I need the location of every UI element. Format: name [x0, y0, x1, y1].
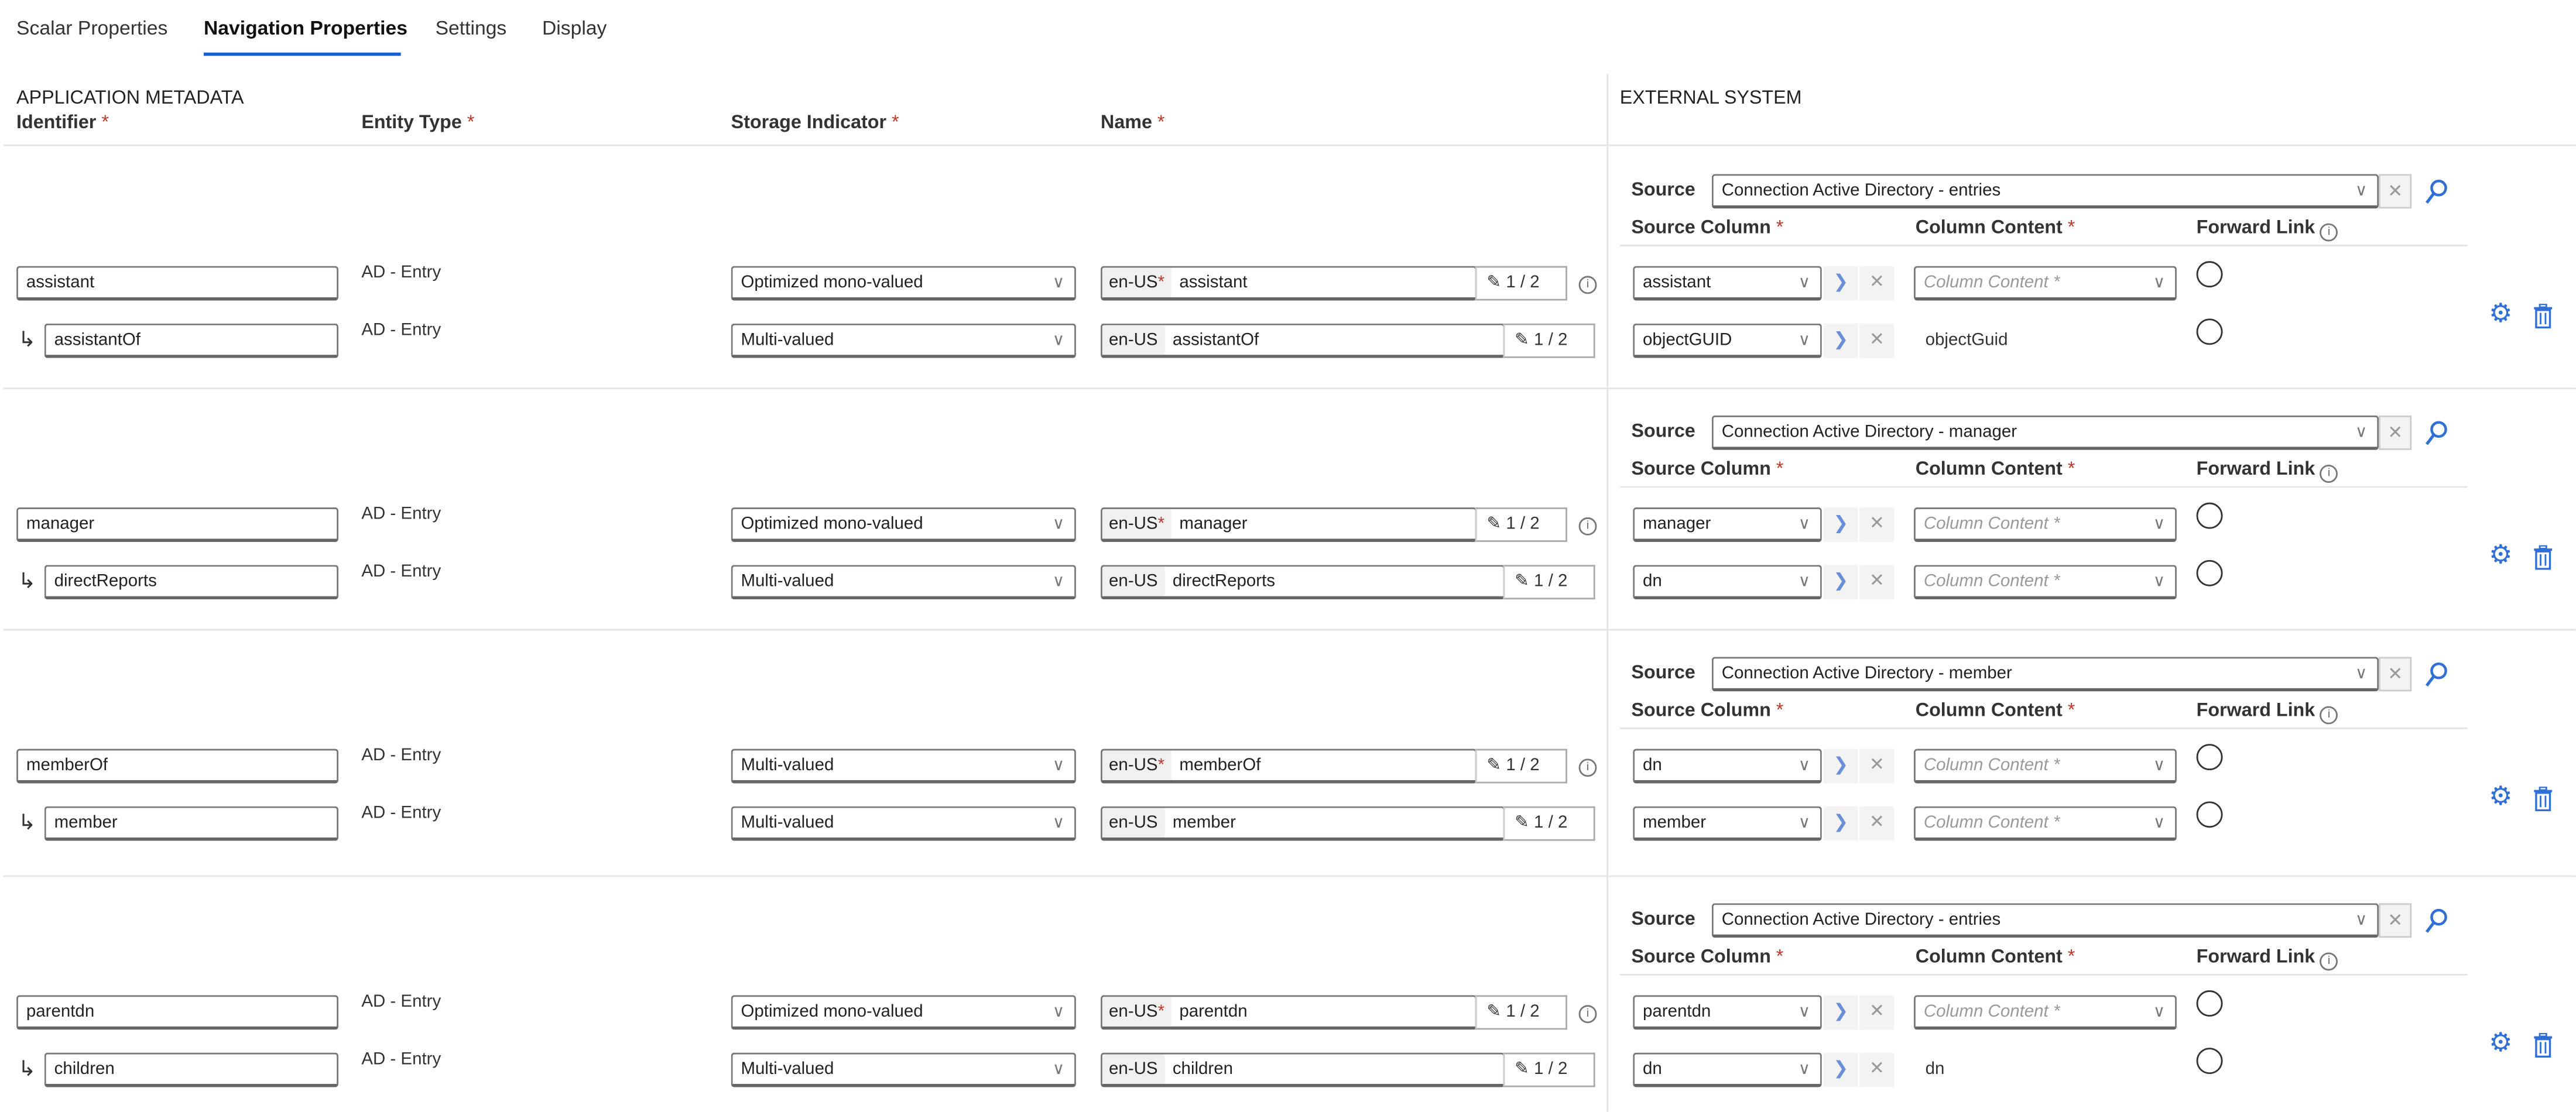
storage-indicator-value: Optimized mono-valued [741, 514, 923, 534]
source-column-value: dn [1643, 1059, 1662, 1079]
entity-type: AD - Entry [361, 745, 441, 766]
language-code: en-US [1109, 272, 1158, 293]
edit-translations-button[interactable] [1475, 507, 1567, 542]
language-badge [1102, 509, 1171, 540]
trash-icon[interactable] [2533, 544, 2553, 574]
source-column-value: parentdn [1643, 1001, 1711, 1022]
edit-translations-button[interactable] [1475, 995, 1567, 1029]
chevron-down-icon: ∨ [1052, 757, 1065, 775]
forward-link-radio[interactable] [2197, 744, 2223, 770]
edit-translations-button[interactable] [1503, 565, 1595, 599]
column-content-placeholder: Column Content * [1923, 1001, 2060, 1022]
storage-indicator-select[interactable] [731, 1053, 1076, 1087]
source-column-value: manager [1643, 514, 1711, 534]
source-column-select[interactable] [1633, 749, 1822, 784]
source-label: Source [1631, 663, 1695, 684]
chevron-down-icon: ∨ [1798, 573, 1811, 592]
identifier-input[interactable] [16, 507, 338, 542]
info-icon: i [1579, 276, 1597, 294]
trash-icon[interactable] [2533, 786, 2553, 816]
name-input[interactable] [1101, 995, 1477, 1029]
translation-counter: 1 / 2 [1534, 330, 1568, 350]
name-input[interactable] [1101, 324, 1505, 358]
source-label: Source [1631, 180, 1695, 201]
source-select[interactable] [1712, 903, 2379, 938]
column-content-header-label: Column Content [1915, 948, 2063, 967]
pencil-icon: ✎ [1515, 571, 1534, 592]
search-icon[interactable] [2425, 662, 2448, 693]
chevron-down-icon: ∨ [1052, 331, 1065, 350]
group-divider [4, 629, 2576, 631]
chevron-down-icon: ∨ [2153, 814, 2166, 833]
forward-link-header [2197, 218, 2338, 239]
name-value: assistant [1179, 272, 1248, 293]
name-value: manager [1179, 514, 1248, 534]
info-icon: i [1579, 517, 1597, 536]
column-content-select[interactable] [1914, 565, 2177, 599]
clear-column-button[interactable]: ✕ [1859, 749, 1894, 784]
name-value: parentdn [1179, 1001, 1248, 1022]
forward-link-header-label: Forward Link [2196, 459, 2315, 480]
language-code: en-US [1109, 1059, 1158, 1079]
subheader-divider [1620, 727, 2468, 729]
tab-scalar-properties[interactable]: Scalar Properties [16, 16, 168, 40]
required-mark: * [2067, 701, 2075, 721]
source-column-select[interactable] [1633, 324, 1822, 358]
column-content-placeholder: Column Content * [1923, 755, 2060, 775]
language-code: en-US [1109, 812, 1158, 833]
clear-column-button[interactable]: ✕ [1859, 1053, 1894, 1087]
identifier-value: parentdn [26, 1001, 95, 1022]
identifier-input[interactable] [44, 324, 338, 358]
name-header-label: Name [1101, 113, 1152, 133]
pencil-icon: ✎ [1486, 514, 1506, 534]
column-content-select[interactable] [1914, 749, 2177, 784]
clear-column-button[interactable]: ✕ [1859, 324, 1894, 358]
translation-counter: 1 / 2 [1506, 755, 1540, 775]
search-icon[interactable] [2425, 420, 2448, 451]
edit-translations-button[interactable] [1503, 806, 1595, 841]
child-arrow-icon: ↳ [18, 568, 36, 593]
source-column-header-label: Source Column [1631, 459, 1771, 480]
pencil-icon: ✎ [1515, 330, 1534, 350]
storage-indicator-select[interactable] [731, 266, 1076, 301]
translation-counter: 1 / 2 [1506, 514, 1540, 534]
forward-link-radio[interactable] [2197, 261, 2223, 287]
forward-link-radio[interactable] [2197, 1048, 2223, 1074]
source-column-select[interactable] [1633, 266, 1822, 301]
source-column-header [1631, 948, 1783, 967]
chevron-down-icon: ∨ [2153, 757, 2166, 775]
source-column-header [1631, 701, 1783, 721]
pencil-icon: ✎ [1515, 812, 1534, 833]
storage-indicator-select[interactable] [731, 995, 1076, 1029]
storage-indicator-value: Multi-valued [741, 571, 834, 592]
identifier-input[interactable] [16, 266, 338, 301]
chevron-down-icon: ∨ [1798, 516, 1811, 534]
language-code: en-US [1109, 1001, 1158, 1022]
child-arrow-icon: ↳ [18, 1056, 36, 1081]
subheader-divider [1620, 486, 2468, 488]
required-mark: * [1157, 1001, 1165, 1022]
forward-link-radio[interactable] [2197, 560, 2223, 586]
name-input[interactable] [1101, 266, 1477, 301]
column-content-header [1916, 460, 2075, 480]
language-badge [1102, 1054, 1164, 1085]
expand-chevron-button[interactable]: ❯ [1824, 324, 1858, 358]
group-divider [4, 387, 2576, 389]
clear-column-button[interactable]: ✕ [1859, 266, 1894, 301]
chevron-down-icon: ∨ [1052, 274, 1065, 293]
clear-source-button[interactable]: ✕ [2379, 174, 2411, 208]
source-column-header-label: Source Column [1631, 948, 1771, 967]
required-mark: * [2067, 459, 2075, 480]
source-label: Source [1631, 422, 1695, 442]
pencil-icon: ✎ [1486, 1001, 1506, 1022]
language-code: en-US [1109, 571, 1158, 592]
clear-column-button[interactable]: ✕ [1859, 806, 1894, 841]
forward-link-header-label: Forward Link [2196, 701, 2315, 721]
search-icon[interactable] [2425, 179, 2448, 210]
name-input[interactable] [1101, 507, 1477, 542]
source-column-header-label: Source Column [1631, 701, 1771, 721]
info-icon: i [2320, 465, 2338, 483]
tab-navigation-properties[interactable]: Navigation Properties [203, 16, 407, 40]
chevron-down-icon: ∨ [2355, 665, 2368, 684]
chevron-down-icon: ∨ [1052, 1060, 1065, 1079]
storage-indicator-value: Optimized mono-valued [741, 272, 923, 293]
source-column-header [1631, 460, 1783, 480]
chevron-down-icon: ∨ [1798, 757, 1811, 775]
child-arrow-icon: ↳ [18, 327, 36, 352]
source-column-value: objectGUID [1643, 330, 1732, 350]
required-mark: * [1157, 272, 1165, 293]
clear-column-button[interactable]: ✕ [1859, 507, 1894, 542]
identifier-header [16, 114, 109, 133]
source-column-value: assistant [1643, 272, 1711, 293]
language-badge [1102, 267, 1171, 298]
section-divider [1606, 74, 1608, 1111]
entity-type: AD - Entry [361, 320, 441, 340]
chevron-down-icon: ∨ [1798, 274, 1811, 293]
storage-indicator-value: Multi-valued [741, 330, 834, 350]
entity-type: AD - Entry [361, 803, 441, 823]
name-input[interactable] [1101, 1053, 1505, 1087]
source-column-header [1631, 218, 1783, 238]
required-mark: * [1776, 701, 1784, 721]
required-mark: * [1776, 948, 1784, 967]
source-column-select[interactable] [1633, 806, 1822, 841]
column-content-header [1916, 948, 2075, 967]
language-code: en-US [1109, 514, 1158, 534]
required-mark: * [1776, 218, 1784, 238]
source-column-header-label: Source Column [1631, 218, 1771, 238]
column-content-header [1916, 701, 2075, 721]
language-code: en-US [1109, 755, 1158, 775]
source-column-value: dn [1643, 755, 1662, 775]
chevron-down-icon: ∨ [1798, 814, 1811, 833]
clear-column-button[interactable]: ✕ [1859, 995, 1894, 1029]
identifier-input[interactable] [16, 995, 338, 1029]
required-mark: * [1157, 755, 1165, 775]
storage-indicator-value: Multi-valued [741, 1059, 834, 1079]
column-content-placeholder: Column Content * [1923, 812, 2060, 833]
forward-link-header-label: Forward Link [2196, 218, 2315, 238]
source-select-value: Connection Active Directory - member [1721, 663, 2012, 684]
clear-source-button[interactable]: ✕ [2379, 657, 2411, 691]
translation-counter: 1 / 2 [1506, 272, 1540, 293]
forward-link-radio[interactable] [2197, 990, 2223, 1017]
column-content-placeholder: Column Content * [1923, 272, 2060, 293]
source-column-value: member [1643, 812, 1707, 833]
name-input[interactable] [1101, 749, 1477, 784]
group-divider [4, 876, 2576, 877]
chevron-down-icon: ∨ [2153, 1003, 2166, 1022]
entity-type: AD - Entry [361, 504, 441, 524]
source-select[interactable] [1712, 657, 2379, 691]
required-mark: * [1776, 459, 1784, 480]
source-select-value: Connection Active Directory - entries [1721, 909, 2001, 930]
active-tab-indicator [204, 53, 401, 56]
column-content-placeholder: Column Content * [1923, 571, 2060, 592]
source-column-select[interactable] [1633, 507, 1822, 542]
required-mark: * [2067, 948, 2075, 967]
source-select[interactable] [1712, 174, 2379, 208]
column-content-header [1916, 218, 2075, 238]
chevron-down-icon: ∨ [2355, 911, 2368, 930]
name-input[interactable] [1101, 806, 1505, 841]
column-content-placeholder: Column Content * [1923, 514, 2060, 534]
column-content-header-label: Column Content [1915, 218, 2063, 238]
name-value: member [1172, 812, 1236, 833]
chevron-down-icon: ∨ [2153, 573, 2166, 592]
name-value: assistantOf [1172, 330, 1259, 350]
forward-link-radio[interactable] [2197, 318, 2223, 345]
column-content-value: objectGuid [1925, 330, 2008, 350]
external-system-title: EXTERNAL SYSTEM [1619, 88, 1802, 109]
storage-indicator-header [731, 114, 899, 133]
trash-icon[interactable] [2533, 1032, 2553, 1062]
chevron-down-icon: ∨ [1052, 814, 1065, 833]
entity-type: AD - Entry [361, 991, 441, 1012]
language-badge [1102, 997, 1171, 1028]
identifier-value: directReports [54, 571, 157, 592]
info-icon: i [2320, 952, 2338, 970]
edit-translations-button[interactable] [1475, 749, 1567, 784]
storage-indicator-select[interactable] [731, 749, 1076, 784]
source-column-select[interactable] [1633, 1053, 1822, 1087]
source-label: Source [1631, 909, 1695, 930]
expand-chevron-button[interactable]: ❯ [1824, 1053, 1858, 1087]
translation-counter: 1 / 2 [1506, 1001, 1540, 1022]
column-content-select[interactable] [1914, 806, 2177, 841]
required-mark: * [467, 113, 475, 133]
gear-icon[interactable]: ⚙ [2489, 300, 2513, 328]
identifier-input[interactable] [44, 806, 338, 841]
application-metadata-title: APPLICATION METADATA [16, 88, 244, 109]
identifier-header-label: Identifier [16, 113, 97, 133]
identifier-value: member [54, 812, 118, 833]
forward-link-header-label: Forward Link [2196, 948, 2315, 967]
identifier-value: assistantOf [54, 330, 141, 350]
required-mark: * [1157, 514, 1165, 534]
required-mark: * [892, 113, 899, 133]
name-value: children [1172, 1059, 1234, 1079]
expand-chevron-button[interactable]: ❯ [1824, 507, 1858, 542]
info-icon: i [1579, 1005, 1597, 1023]
storage-indicator-value: Multi-valued [741, 812, 834, 833]
chevron-down-icon: ∨ [2153, 274, 2166, 293]
chevron-down-icon: ∨ [2153, 516, 2166, 534]
storage-indicator-value: Multi-valued [741, 755, 834, 775]
name-value: directReports [1172, 571, 1276, 592]
chevron-down-icon: ∨ [1798, 1060, 1811, 1079]
storage-indicator-select[interactable] [731, 507, 1076, 542]
identifier-value: memberOf [26, 755, 108, 775]
child-arrow-icon: ↳ [18, 809, 36, 835]
forward-link-radio[interactable] [2197, 801, 2223, 828]
translation-counter: 1 / 2 [1534, 812, 1568, 833]
header-divider [4, 145, 2576, 146]
pencil-icon: ✎ [1486, 272, 1506, 293]
required-mark: * [2067, 218, 2075, 238]
translation-counter: 1 / 2 [1534, 1059, 1568, 1079]
pencil-icon: ✎ [1515, 1059, 1534, 1079]
forward-link-header [2197, 701, 2338, 722]
trash-icon[interactable] [2533, 303, 2553, 333]
clear-source-button[interactable]: ✕ [2379, 903, 2411, 938]
storage-indicator-select[interactable] [731, 324, 1076, 358]
language-code: en-US [1109, 330, 1158, 350]
subheader-divider [1620, 245, 2468, 246]
identifier-value: assistant [26, 272, 95, 293]
source-column-select[interactable] [1633, 565, 1822, 599]
tab-display[interactable]: Display [542, 16, 607, 40]
column-content-header-label: Column Content [1915, 701, 2063, 721]
subheader-divider [1620, 974, 2468, 976]
pencil-icon: ✎ [1486, 755, 1506, 775]
language-badge [1102, 567, 1164, 598]
gear-icon[interactable]: ⚙ [2489, 541, 2513, 569]
entity-type: AD - Entry [361, 561, 441, 582]
identifier-value: children [54, 1059, 115, 1079]
name-header [1101, 114, 1164, 133]
forward-link-header [2197, 948, 2338, 969]
info-icon: i [1579, 759, 1597, 777]
expand-chevron-button[interactable]: ❯ [1824, 266, 1858, 301]
source-select-value: Connection Active Directory - manager [1721, 422, 2017, 442]
edit-translations-button[interactable] [1475, 266, 1567, 301]
storage-indicator-select[interactable] [731, 565, 1076, 599]
language-badge [1102, 325, 1164, 356]
identifier-input[interactable] [44, 1053, 338, 1087]
identifier-value: manager [26, 514, 95, 534]
chevron-down-icon: ∨ [1052, 1003, 1065, 1022]
chevron-down-icon: ∨ [1798, 1003, 1811, 1022]
translation-counter: 1 / 2 [1534, 571, 1568, 592]
entity-type-header-label: Entity Type [361, 113, 462, 133]
entity-type-header [361, 114, 474, 133]
edit-translations-button[interactable] [1503, 1053, 1595, 1087]
info-icon: i [2320, 224, 2338, 242]
search-icon[interactable] [2425, 908, 2448, 939]
clear-source-button[interactable]: ✕ [2379, 416, 2411, 450]
language-badge [1102, 808, 1164, 839]
source-select-value: Connection Active Directory - entries [1721, 180, 2001, 201]
column-content-select[interactable] [1914, 266, 2177, 301]
chevron-down-icon: ∨ [1052, 573, 1065, 592]
forward-link-radio[interactable] [2197, 503, 2223, 529]
language-badge [1102, 750, 1171, 781]
storage-indicator-value: Optimized mono-valued [741, 1001, 923, 1022]
column-content-header-label: Column Content [1915, 459, 2063, 480]
info-icon: i [2320, 706, 2338, 725]
chevron-down-icon: ∨ [2355, 182, 2368, 201]
expand-chevron-button[interactable]: ❯ [1824, 565, 1858, 599]
required-mark: * [1157, 113, 1165, 133]
column-content-value: dn [1925, 1059, 1945, 1079]
edit-translations-button[interactable] [1503, 324, 1595, 358]
expand-chevron-button[interactable]: ❯ [1824, 806, 1858, 841]
tab-settings[interactable]: Settings [435, 16, 507, 40]
entity-type: AD - Entry [361, 262, 441, 283]
forward-link-header [2197, 460, 2338, 481]
chevron-down-icon: ∨ [1798, 331, 1811, 350]
name-value: memberOf [1179, 755, 1261, 775]
gear-icon[interactable]: ⚙ [2489, 1028, 2513, 1057]
expand-chevron-button[interactable]: ❯ [1824, 749, 1858, 784]
identifier-input[interactable] [44, 565, 338, 599]
identifier-input[interactable] [16, 749, 338, 784]
name-input[interactable] [1101, 565, 1505, 599]
storage-indicator-header-label: Storage Indicator [731, 113, 887, 133]
column-content-select[interactable] [1914, 507, 2177, 542]
gear-icon[interactable]: ⚙ [2489, 782, 2513, 811]
entity-type: AD - Entry [361, 1049, 441, 1069]
expand-chevron-button[interactable]: ❯ [1824, 995, 1858, 1029]
source-column-select[interactable] [1633, 995, 1822, 1029]
chevron-down-icon: ∨ [1052, 516, 1065, 534]
source-column-value: dn [1643, 571, 1662, 592]
required-mark: * [101, 113, 109, 133]
clear-column-button[interactable]: ✕ [1859, 565, 1894, 599]
chevron-down-icon: ∨ [2355, 423, 2368, 442]
source-select[interactable] [1712, 416, 2379, 450]
column-content-select[interactable] [1914, 995, 2177, 1029]
storage-indicator-select[interactable] [731, 806, 1076, 841]
